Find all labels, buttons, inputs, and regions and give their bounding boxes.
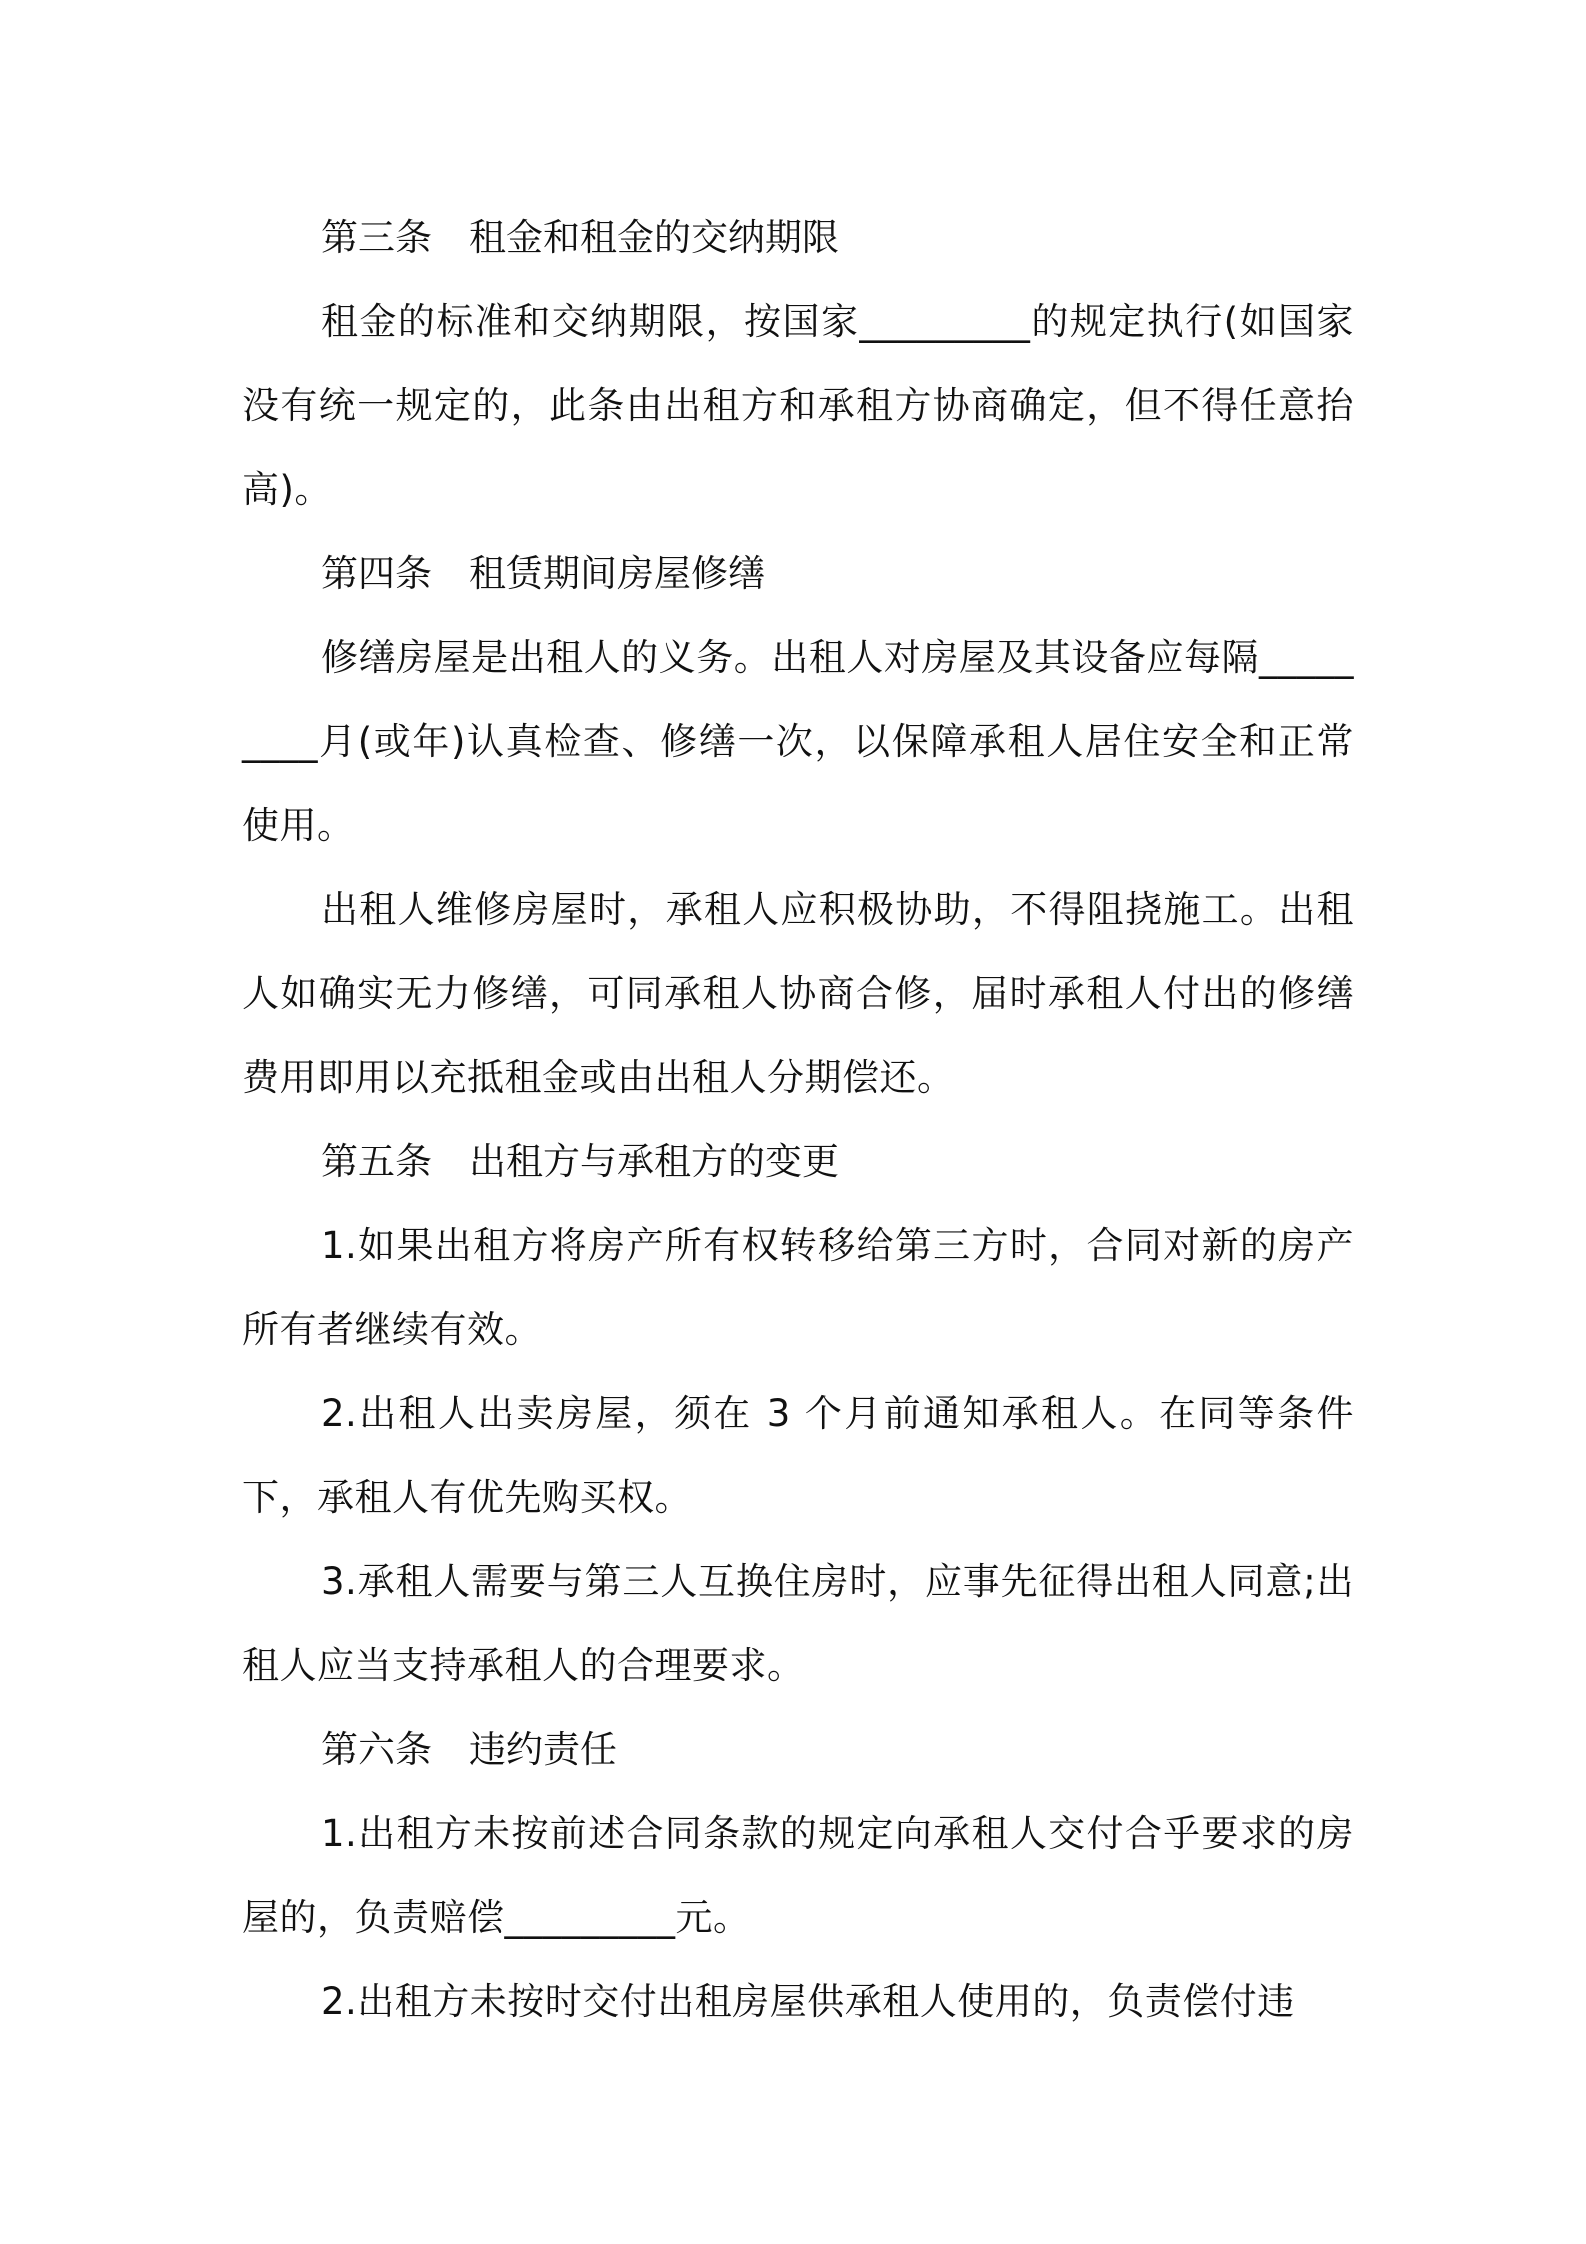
article-5-item-2: 2.出租人出卖房屋，须在 3 个月前通知承租人。在同等条件下，承租人有优先购买权。 [242,1392,1354,1519]
article-4-paragraph-2: 出租人维修房屋时，承租人应积极协助，不得阻挠施工。出租人如确实无力修缮，可同承租人协商合修，届时承租人付出的修缮费用即用以充抵租金或由出租人分期偿还。 [242,888,1354,1099]
article-6-item-2: 2.出租方未按时交付出租房屋供承租人使用的，负责偿付违 [321,1980,1295,2023]
article-3-heading: 第三条 租金和租金的交纳期限 [321,216,839,259]
article-4-heading: 第四条 租赁期间房屋修缮 [321,552,765,595]
article-6-item-1: 1.出租方未按前述合同条款的规定向承租人交付合乎要求的房屋的，负责赔偿_________元。 [242,1812,1354,1939]
article-5-item-3: 3.承租人需要与第三人互换住房时，应事先征得出租人同意;出租人应当支持承租人的合理要求。 [242,1560,1354,1687]
article-3-paragraph: 租金的标准和交纳期限，按国家_________的规定执行(如国家没有统一规定的，此条由出租方和承租方协商确定，但不得任意抬高)。 [242,300,1354,511]
article-5-item-1: 1.如果出租方将房产所有权转移给第三方时，合同对新的房产所有者继续有效。 [242,1224,1354,1351]
article-4-paragraph-1: 修缮房屋是出租人的义务。出租人对房屋及其设备应每隔_________月(或年)认真检查、修缮一次，以保障承租人居住安全和正常使用。 [242,636,1354,847]
document-body [242,196,1354,2044]
article-6-heading: 第六条 违约责任 [321,1728,617,1771]
article-5-heading: 第五条 出租方与承租方的变更 [321,1140,839,1183]
